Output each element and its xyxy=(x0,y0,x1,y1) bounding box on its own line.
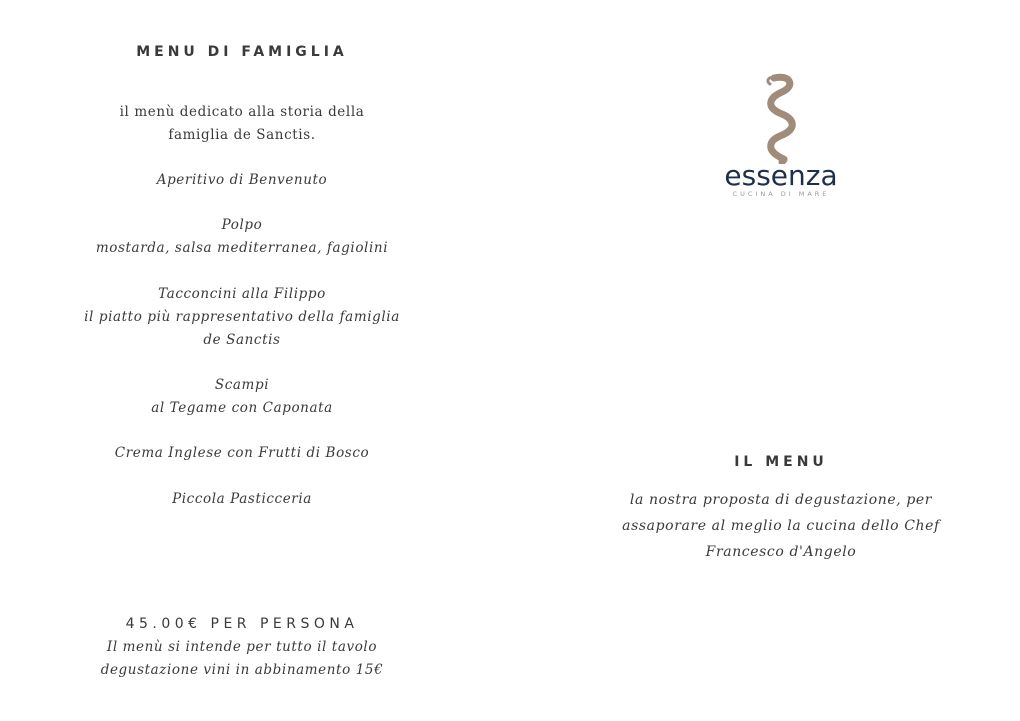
course-name: Polpo xyxy=(221,217,263,233)
course-detail: mostarda, salsa mediterranea, fagiolini xyxy=(95,240,389,256)
course-name: Scampi xyxy=(214,377,270,393)
brand-name: essenza xyxy=(724,159,838,192)
course-scampi xyxy=(72,374,412,420)
menu-title: MENU DI FAMIGLIA xyxy=(136,44,348,60)
note-line: Il menù si intende per tutto il tavolo xyxy=(106,639,378,655)
note-line: degustazione vini in abbinamento 15€ xyxy=(100,662,384,678)
menu-intro xyxy=(72,101,412,147)
description-line: la nostra proposta di degustazione, per xyxy=(629,492,933,508)
course-name: Piccola Pasticceria xyxy=(172,491,312,507)
intro-line: famiglia de Sanctis. xyxy=(168,127,316,143)
menu-price: 45.00€ PER PERSONA xyxy=(125,616,359,632)
course-aperitivo xyxy=(72,169,412,192)
course-detail: de Sanctis xyxy=(203,332,281,348)
il-menu-description xyxy=(595,487,967,565)
course-name: Tacconcini alla Filippo xyxy=(158,286,326,302)
course-pasticceria xyxy=(72,488,412,511)
intro-line: il menù dedicato alla storia della xyxy=(119,104,365,120)
course-detail: al Tegame con Caponata xyxy=(151,400,333,416)
menu-notes xyxy=(72,636,412,682)
seahorse-icon xyxy=(756,72,806,164)
il-menu-title: IL MENU xyxy=(734,454,828,470)
description-line: assaporare al meglio la cucina dello Chef xyxy=(622,518,940,534)
brand-tagline: CUCINA DI MARE xyxy=(732,190,830,198)
essenza-logo xyxy=(719,72,843,200)
course-polpo xyxy=(72,214,412,260)
course-crema xyxy=(72,442,412,465)
course-tacconcini xyxy=(72,283,412,352)
course-name: Crema Inglese con Frutti di Bosco xyxy=(114,445,370,461)
course-name: Aperitivo di Benvenuto xyxy=(156,172,328,188)
course-detail: il piatto più rappresentativo della famiglia xyxy=(84,309,400,325)
description-line: Francesco d'Angelo xyxy=(705,544,857,560)
